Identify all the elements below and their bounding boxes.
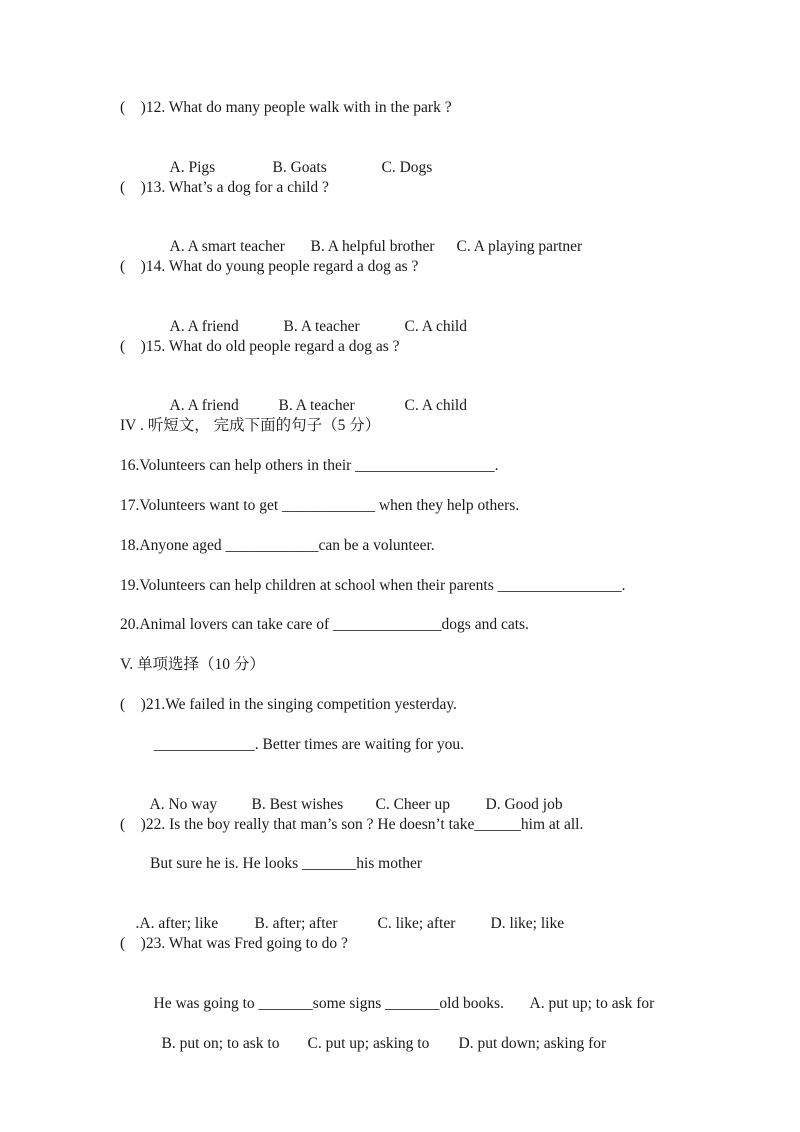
option-a: A. Pigs	[169, 159, 216, 176]
question-17: 17.Volunteers want to get ____________ when they help others.	[120, 497, 520, 514]
option-b: B. A teacher	[283, 318, 360, 335]
option-a: .A. after; like	[135, 915, 219, 932]
option-b: B. A teacher	[278, 397, 355, 414]
question-23-options	[146, 1014, 606, 1074]
option-b: B. Best wishes	[251, 796, 344, 813]
option-b: B. A helpful brother	[310, 238, 435, 255]
option-d: D. like; like	[490, 915, 565, 932]
question-21-line2: _____________. Better times are waiting for you.	[154, 736, 464, 753]
option-a: A. put up; to ask for	[529, 995, 655, 1012]
question-12-stem: ( )12. What do many people walk with in the park ?	[120, 99, 452, 116]
question-13-stem: ( )13. What’s a dog for a child ?	[120, 179, 329, 196]
option-a: A. No way	[149, 796, 218, 813]
question-21-stem: ( )21.We failed in the singing competition yesterday.	[120, 696, 457, 713]
option-c: C. like; after	[377, 915, 456, 932]
question-16: 16.Volunteers can help others in their __________________.	[120, 457, 499, 474]
question-20: 20.Animal lovers can take care of ______________dogs and cats.	[120, 616, 529, 633]
question-22-stem: ( )22. Is the boy really that man’s son ? He doesn’t take______him at all.	[120, 816, 584, 833]
option-b: B. Goats	[272, 159, 327, 176]
option-a: A. A smart teacher	[169, 238, 285, 255]
question-14-stem: ( )14. What do young people regard a dog as ?	[120, 258, 419, 275]
question-15-stem: ( )15. What do old people regard a dog as ?	[120, 338, 400, 355]
option-c: C. Cheer up	[375, 796, 450, 813]
option-a: A. A friend	[169, 397, 239, 414]
option-d: D. Good job	[485, 796, 563, 813]
section-5-title: V. 单项选择（10 分）	[120, 656, 265, 673]
question-22-line2: But sure he is. He looks _______his mother	[150, 855, 423, 872]
option-c: C. A child	[404, 318, 467, 335]
section-4-title: IV . 听短文， 完成下面的句子（5 分）	[120, 417, 381, 434]
option-b: B. after; after	[254, 915, 338, 932]
option-d: D. put down; asking for	[458, 1035, 607, 1052]
option-c: C. A playing partner	[456, 238, 583, 255]
question-23-sentence: He was going to _______some signs _______old books.	[153, 995, 504, 1012]
option-c: C. A child	[404, 397, 467, 414]
option-c: C. Dogs	[381, 159, 433, 176]
question-18: 18.Anyone aged ____________can be a volunteer.	[120, 537, 435, 554]
question-23-stem: ( )23. What was Fred going to do ?	[120, 935, 348, 952]
question-19: 19.Volunteers can help children at school when their parents ________________.	[120, 577, 626, 594]
option-a: A. A friend	[169, 318, 239, 335]
option-b: B. put on; to ask to	[161, 1035, 280, 1052]
option-c: C. put up; asking to	[307, 1035, 430, 1052]
